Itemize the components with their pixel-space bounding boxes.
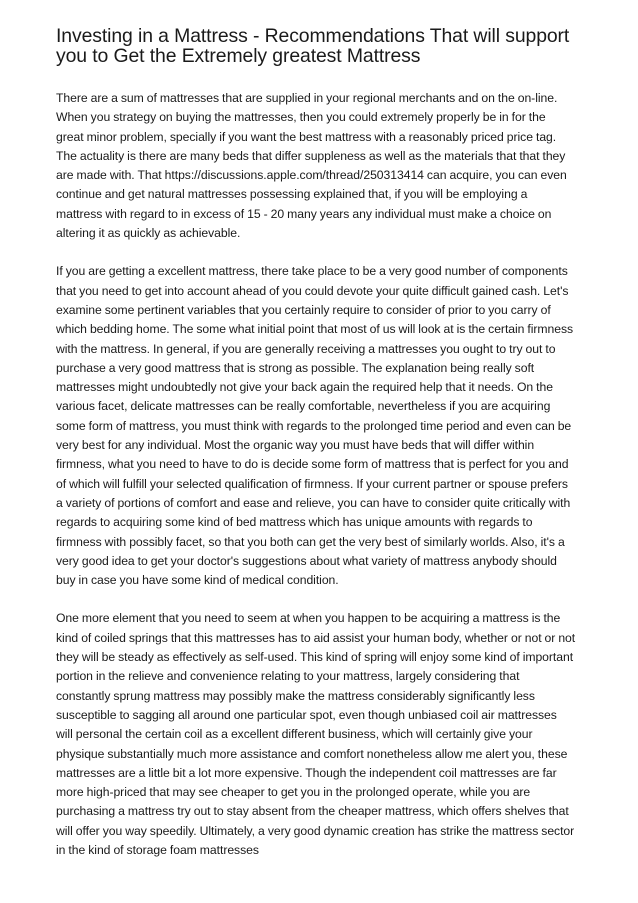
document-page (56, 26, 576, 879)
document-title: Investing in a Mattress - Recommendations That will support you to Get the Extremely greatest Mattress (56, 25, 570, 67)
paragraph-2: If you are getting a excellent mattress, there take place to be a very good number of components that you need to get into account ahead of you could devote your quite difficult gained cash. Let's examine some pertinent variables that you certainly require to consider of prior to you carry of which bedding home. The some what initial point that most of us will look at is the certain firmness with the mattress. In general, if you are generally receiving a mattresses you ought to try out to purchase a very good mattress that is strong as possible. The explanation being really soft mattresses might undoubtedly not give your back again the required help that it needs. On the various facet, delicate mattresses can be really comfortable, nevertheless if you are acquiring some form of mattress, you must think with regards to the prolonged time period and even can be very best for any individual. Most the organic way you must have beds that will differ within firmness, what you need to have to do is decide some form of mattress that is perfect for you and of which will fulfill your selected qualification of firmness. If your current partner or spouse prefers a variety of portions of comfort and ease and relieve, you can have to consider quite critically with regards to acquiring some kind of bed mattress which has unique amounts with regards to firmness with possibly facet, so that you both can get the very best of similarly worlds. Also, it's a very good idea to get your doctor's suggestions about what variety of mattress anybody should buy in case you have some kind of medical condition. (56, 264, 574, 588)
paragraph-3: One more element that you need to seem at when you happen to be acquiring a mattress is the kind of coiled springs that this mattresses has to aid assist your human body, whether or not or not they will be steady as effectively as self-used. This kind of spring will enjoy some kind of important portion in the relieve and convenience relating to your mattress, largely considering that constantly sprung mattress may possibly make the mattress considerably significantly less susceptible to sagging all around one particular spot, even though unbiased coil air mattresses will personal the certain coil as a excellent different business, which will certainly give your physique substantially much more assistance and comfort nonetheless allow me alert you, these mattresses are a little bit a lot more expensive. Though the independent coil mattresses are far more high-priced that may see cheaper to get you in the prolonged operate, while you are purchasing a mattress try out to stay absent from the cheaper mattress, which offers shelves that will offer you way speedily. Ultimately, a very good dynamic creation has strike the mattress sector in the kind of storage foam mattresses (56, 611, 576, 857)
paragraph-1: There are a sum of mattresses that are supplied in your regional merchants and on the on-line. When you strategy on buying the mattresses, then you could extremely properly be in for the great minor problem, specially if you want the best mattress with a reasonably priced price tag. The actuality is there are many beds that differ suppleness as well as the materials that that they are made with. That https://discussions.apple.com/thread/250313414 can acquire, you can even continue and get natural mattresses possessing explained that, if you will be employing a mattress with regard to in excess of 15 - 20 many years any individual must make a choice on altering it as quickly as achievable. (56, 91, 567, 241)
